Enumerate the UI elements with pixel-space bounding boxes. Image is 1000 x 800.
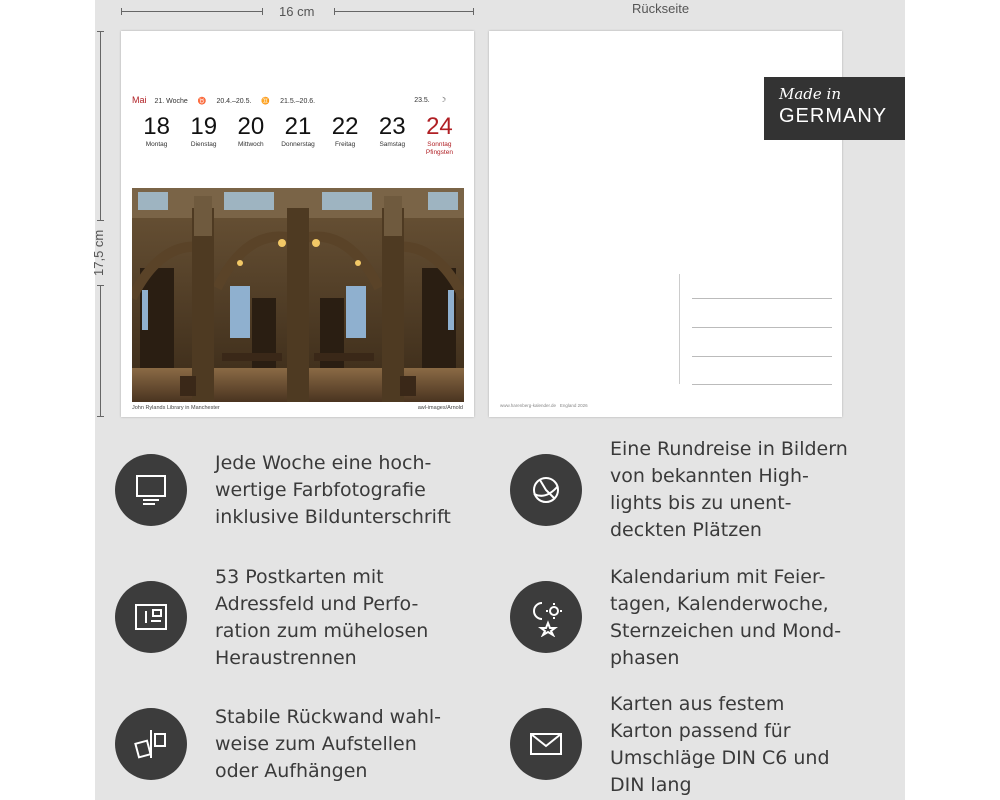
- day-column: 22 Freitag: [331, 113, 359, 148]
- day-column: 19 Dienstag: [190, 113, 218, 148]
- made-in-germany-badge: [764, 77, 905, 140]
- postcard-icon: [115, 581, 187, 653]
- photo-credit: awl-images/Arnold: [417, 405, 463, 411]
- height-dimension-label: 17,5 cm: [91, 229, 106, 277]
- back-footer: www.harenberg-kalender.de England 2026: [500, 403, 588, 408]
- address-line: [692, 298, 832, 299]
- address-line: [692, 384, 832, 385]
- monitor-icon: [115, 454, 187, 526]
- badge-script-text: Made in: [779, 85, 842, 103]
- address-line: [692, 327, 832, 328]
- back-side-title: Rückseite: [632, 1, 690, 16]
- feature-text: Eine Rundreise in Bildern von bekannten High- lights bis zu unent- deckten Plätzen: [610, 438, 848, 541]
- feature-text: Kalendarium mit Feier- tagen, Kalenderwoche, Sternzeichen und Mond- phasen: [610, 566, 842, 669]
- week-header: [132, 95, 462, 107]
- badge-country-text: GERMANY: [779, 105, 888, 127]
- day-column: 20 Mittwoch: [237, 113, 265, 148]
- height-dimension-line-bottom: [100, 285, 101, 417]
- zodiac-range-2: 21.5.–20.6.: [280, 98, 316, 105]
- photo-caption: John Rylands Library in Manchester: [132, 405, 220, 411]
- feature-text: 53 Postkarten mit Adressfeld und Perfo- ration zum mühelosen Heraustrennen: [215, 566, 429, 669]
- day-column: 23 Samstag: [378, 113, 406, 148]
- holiday-label: Pfingsten: [425, 149, 453, 156]
- moon-phase: 23.5. ☽: [414, 97, 446, 104]
- zodiac-range-1: 20.4.–20.5.: [216, 98, 252, 105]
- day-column: 18 Montag: [143, 113, 170, 148]
- address-line: [692, 356, 832, 357]
- height-dimension-line-top: [100, 31, 101, 221]
- width-dimension-label: 16 cm: [279, 4, 315, 19]
- width-dimension-line-right: [334, 11, 474, 12]
- feature-text: Stabile Rückwand wahl- weise zum Aufstellen oder Aufhängen: [215, 706, 442, 782]
- day-column: 21 Donnerstag: [281, 113, 315, 148]
- moon-icon: ☽: [439, 97, 446, 104]
- stand-hang-icon: [115, 708, 187, 780]
- gemini-icon: ♊: [261, 98, 271, 105]
- feature-text: Jede Woche eine hoch- wertige Farbfotografie inklusive Bildunterschrift: [215, 452, 451, 528]
- week-label: 21. Woche: [154, 98, 188, 105]
- feature-text: Karten aus festem Karton passend für Umschläge DIN C6 und DIN lang: [610, 693, 830, 796]
- address-divider: [679, 274, 680, 384]
- globe-route-icon: [510, 454, 582, 526]
- library-photo: [132, 188, 464, 402]
- moon-sun-star-icon: [510, 581, 582, 653]
- width-dimension-line-left: [121, 11, 263, 12]
- day-column-sunday: 24 Sonntag Pfingsten: [416, 113, 463, 157]
- envelope-icon: [510, 708, 582, 780]
- postcard-front: [121, 31, 474, 417]
- taurus-icon: ♉: [197, 98, 207, 105]
- month-label: Mai: [132, 95, 147, 105]
- library-interior-illustration: [132, 188, 464, 402]
- week-days: [133, 113, 463, 157]
